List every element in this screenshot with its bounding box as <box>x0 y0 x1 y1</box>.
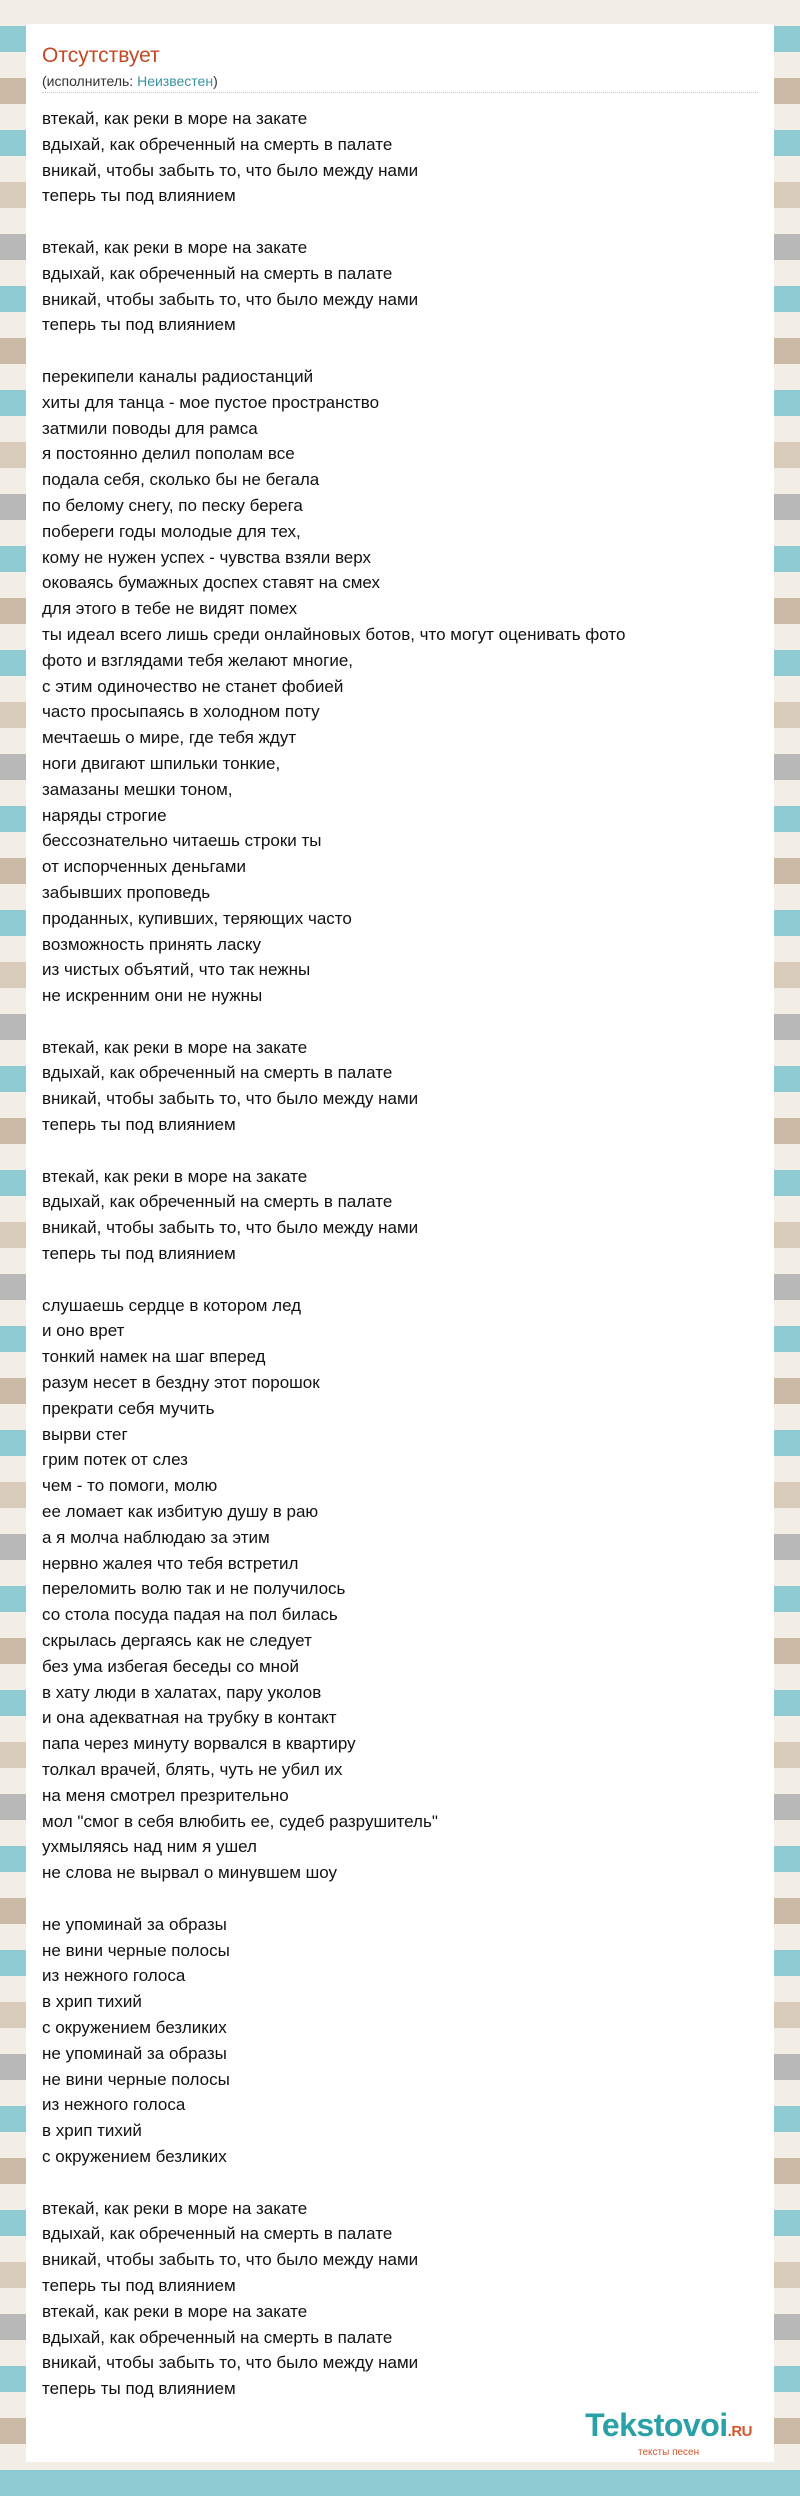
lyric-line: теперь ты под влиянием <box>42 2275 236 2295</box>
lyric-line: разум несет в бездну этот порошок <box>42 1373 320 1393</box>
stanza-break <box>42 1886 758 1912</box>
lyric-line: слушаешь сердце в котором лед <box>42 1295 302 1315</box>
lyric-line: вдыхай, как обреченный на смерть в палате <box>42 2224 393 2244</box>
lyric-line: вдыхай, как обреченный на смерть в палате <box>42 134 393 154</box>
logo-tld: .RU <box>727 2423 752 2440</box>
logo-wordmark <box>585 2408 752 2449</box>
artist-prefix: (исполнитель: <box>42 73 138 89</box>
lyric-line: подала себя, сколько бы не бегала <box>42 470 320 490</box>
lyric-line: вникай, чтобы забыть то, что было между нами <box>42 160 419 180</box>
site-logo[interactable] <box>585 2408 752 2459</box>
lyric-line: в хату люди в халатах, пару уколов <box>42 1682 322 1702</box>
lyric-line: втекай, как реки в море на закате <box>42 2301 308 2321</box>
lyric-line: с окружением безликих <box>42 2017 227 2037</box>
lyric-line: наряды строгие <box>42 805 167 825</box>
lyric-line: вникай, чтобы забыть то, что было между нами <box>42 1218 419 1238</box>
lyric-line: с этим одиночество не станет фобией <box>42 676 344 696</box>
stanza-break <box>42 1138 758 1164</box>
lyric-line: а я молча наблюдаю за этим <box>42 1527 270 1547</box>
lyric-line: ты идеал всего лишь среди онлайновых ботов, что могут оценивать фото <box>42 624 626 644</box>
lyric-line: я постоянно делил пополам все <box>42 444 295 464</box>
lyric-line: в хрип тихий <box>42 2121 142 2141</box>
lyric-line: не упоминай за образы <box>42 1914 227 1934</box>
title-divider <box>42 92 758 93</box>
lyric-line: не слова не вырвал о минувшем шоу <box>42 1863 338 1883</box>
stanza-break <box>42 209 758 235</box>
lyric-line: ноги двигают шпильки тонкие, <box>42 753 281 773</box>
lyric-line: вникай, чтобы забыть то, что было между нами <box>42 2250 419 2270</box>
lyric-line: побереги годы молодые для тех, <box>42 521 301 541</box>
lyric-line: чем - то помоги, молю <box>42 1476 218 1496</box>
lyric-line: не вини черные полосы <box>42 1940 230 1960</box>
lyric-line: вникай, чтобы забыть то, что было между нами <box>42 2353 419 2373</box>
lyric-line: бессознательно читаешь строки ты <box>42 831 322 851</box>
lyric-line: теперь ты под влиянием <box>42 315 236 335</box>
lyric-line: теперь ты под влиянием <box>42 1115 236 1135</box>
lyric-line: в хрип тихий <box>42 1992 142 2012</box>
lyric-line: и она адекватная на трубку в контакт <box>42 1708 337 1728</box>
lyric-line: не упоминай за образы <box>42 2043 227 2063</box>
background-stripe <box>0 2470 800 2496</box>
lyric-line: втекай, как реки в море на закате <box>42 237 308 257</box>
lyric-line: и оно врет <box>42 1321 125 1341</box>
lyric-line: оковаясь бумажных доспех ставят на смех <box>42 573 380 593</box>
lyric-line: вдыхай, как обреченный на смерть в палате <box>42 2327 393 2347</box>
lyrics-card <box>26 24 774 2462</box>
lyric-line: забывших проповедь <box>42 882 211 902</box>
lyric-line: замазаны мешки тоном, <box>42 779 233 799</box>
lyrics-body <box>42 106 758 2402</box>
lyric-line: кому не нужен успех - чувства взяли верх <box>42 547 372 567</box>
lyric-line: вдыхай, как обреченный на смерть в палате <box>42 1063 393 1083</box>
lyric-line: переломить волю так и не получилось <box>42 1579 346 1599</box>
lyric-line: хиты для танца - мое пустое пространство <box>42 392 380 412</box>
lyric-line: не искренним они не нужны <box>42 986 263 1006</box>
lyric-line: со стола посуда падая на пол билась <box>42 1605 338 1625</box>
lyric-line: вырви стег <box>42 1424 128 1444</box>
artist-line <box>42 72 218 90</box>
lyric-line: вдыхай, как обреченный на смерть в палате <box>42 1192 393 1212</box>
lyric-line: ухмыляясь над ним я ушел <box>42 1837 257 1857</box>
lyric-line: толкал врачей, блять, чуть не убил их <box>42 1760 343 1779</box>
lyric-line: мечтаешь о мире, где тебя ждут <box>42 728 297 748</box>
artist-link[interactable]: Неизвестен <box>137 73 214 89</box>
lyric-line: мол "смог в себя влюбить ее, судеб разрушитель" <box>42 1811 438 1831</box>
lyric-line: от испорченных деньгами <box>42 857 246 877</box>
lyric-line: прекрати себя мучить <box>42 1398 215 1418</box>
lyric-line: теперь ты под влиянием <box>42 1244 236 1264</box>
lyric-line: грим потек от слез <box>42 1450 188 1470</box>
artist-suffix: ) <box>213 73 218 89</box>
logo-name: Tekstovoi <box>585 2407 728 2443</box>
stanza-break <box>42 1267 758 1293</box>
lyric-line: папа через минуту ворвался в квартиру <box>42 1734 356 1754</box>
lyric-line: нервно жалея что тебя встретил <box>42 1553 299 1573</box>
lyric-line: теперь ты под влиянием <box>42 186 236 206</box>
lyric-line: перекипели каналы радиостанций <box>42 366 314 386</box>
stanza-break <box>42 338 758 364</box>
background-stripe <box>0 0 800 26</box>
lyric-line: скрылась дергаясь как не следует <box>42 1631 312 1651</box>
lyric-line: по белому снегу, по песку берега <box>42 495 303 515</box>
lyric-line: без ума избегая беседы со мной <box>42 1656 299 1676</box>
lyric-line: фото и взглядами тебя желают многие, <box>42 650 354 670</box>
lyric-line: ее ломает как избитую душу в раю <box>42 1502 319 1522</box>
lyric-line: с окружением безликих <box>42 2146 227 2166</box>
lyric-line: тонкий намек на шаг вперед <box>42 1347 266 1367</box>
logo-tagline: тексты песен <box>638 2447 700 2458</box>
lyric-line: из нежного голоса <box>42 1966 186 1986</box>
lyric-line: втекай, как реки в море на закате <box>42 2198 308 2218</box>
lyric-line: втекай, как реки в море на закате <box>42 1037 308 1057</box>
lyric-line: теперь ты под влиянием <box>42 2379 236 2399</box>
lyric-line: затмили поводы для рамса <box>42 418 258 438</box>
lyric-line: проданных, купивших, теряющих часто <box>42 908 352 928</box>
lyric-line: из чистых объятий, что так нежны <box>42 960 311 980</box>
lyric-line: не вини черные полосы <box>42 2069 230 2089</box>
lyric-line: вдыхай, как обреченный на смерть в палате <box>42 263 393 283</box>
lyric-line: из нежного голоса <box>42 2095 186 2115</box>
stanza-break <box>42 2170 758 2196</box>
lyric-line: для этого в тебе не видят помех <box>42 599 298 619</box>
lyric-line: возможность принять ласку <box>42 934 262 954</box>
lyric-line: вникай, чтобы забыть то, что было между нами <box>42 1089 419 1109</box>
lyric-line: на меня смотрел презрительно <box>42 1785 289 1805</box>
lyric-line: втекай, как реки в море на закате <box>42 109 308 128</box>
song-title: Отсутствует <box>42 44 160 67</box>
lyric-line: втекай, как реки в море на закате <box>42 1166 308 1186</box>
lyric-line: вникай, чтобы забыть то, что было между нами <box>42 289 419 309</box>
lyric-line: часто просыпаясь в холодном поту <box>42 702 320 722</box>
stanza-break <box>42 1009 758 1035</box>
